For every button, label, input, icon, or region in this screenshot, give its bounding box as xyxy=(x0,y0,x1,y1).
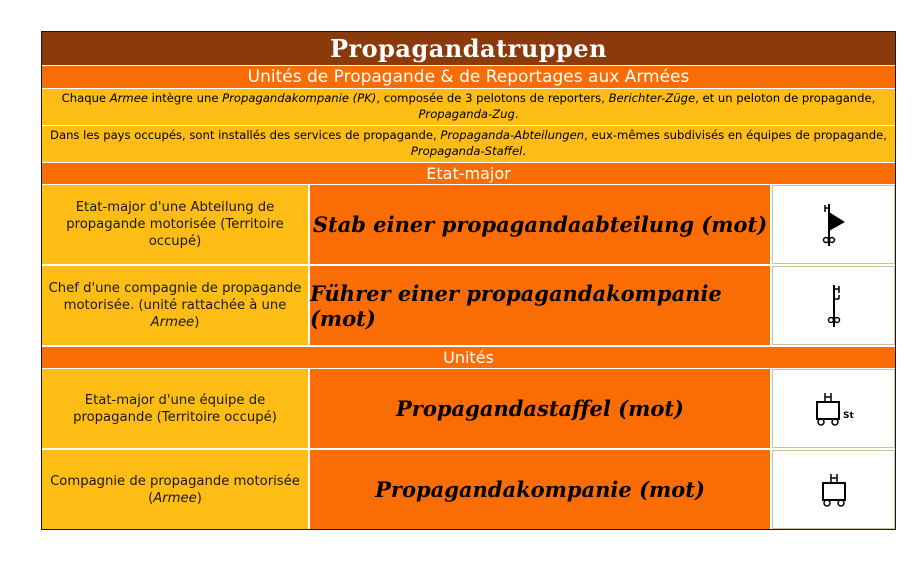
note-term: Berichter-Züge xyxy=(608,91,696,105)
section-header-etat-major: Etat-major xyxy=(42,163,895,185)
note-term: Propaganda-Zug xyxy=(418,106,515,121)
table-row xyxy=(42,185,895,266)
desc-text: Compagnie de propagande motorisée ( xyxy=(50,473,300,506)
desc-term: Armee xyxy=(153,490,197,506)
symbol-label: St xyxy=(842,410,854,421)
row-description: Etat-major d'une Abteilung de propagande motorisée (Territoire occupé) xyxy=(42,185,310,264)
table-row xyxy=(42,369,895,450)
note-text: , et un peloton de propagande, xyxy=(695,91,876,105)
row-symbol xyxy=(772,450,895,529)
table-row xyxy=(42,450,895,529)
note-text: . xyxy=(514,106,519,121)
note-text: , composée de 3 pelotons de reporters, xyxy=(376,91,609,105)
row-german-name: Stab einer propagandaabteilung (mot) xyxy=(310,185,772,264)
row-german-name: Propagandastaffel (mot) xyxy=(310,369,772,448)
desc-text: Chef d'une compagnie de propagande motorisée. (unité rattachée à une xyxy=(48,281,302,313)
propaganda-table xyxy=(41,31,896,530)
page-subtitle: Unités de Propagande & de Reportages aux Armées xyxy=(42,66,895,89)
pennant-flag-staff-icon xyxy=(819,202,849,248)
note-term: Armee xyxy=(109,91,148,105)
section-header-unites: Unités xyxy=(42,347,895,369)
desc-text: ) xyxy=(194,315,200,330)
small-flag-staff-icon xyxy=(822,283,846,329)
note-text: Dans les pays occupés, sont installés des services de propagande, xyxy=(50,128,441,142)
row-description: Etat-major d'une équipe de propagande (Territoire occupé) xyxy=(42,369,310,448)
note-text: intègre une xyxy=(148,91,223,105)
row-german-name: Propagandakompanie (mot) xyxy=(310,450,772,529)
row-symbol xyxy=(772,185,895,264)
desc-term: Armee xyxy=(150,315,195,330)
desc-text: ) xyxy=(196,490,202,506)
note-occupied xyxy=(42,126,895,163)
table-row xyxy=(42,266,895,347)
note-term: Propaganda-Staffel xyxy=(410,143,523,158)
row-german-name: Führer einer propagandakompanie (mot) xyxy=(310,266,772,345)
note-armee xyxy=(42,89,895,126)
note-text: Chaque xyxy=(61,91,110,105)
vehicle-icon xyxy=(809,389,859,429)
row-description xyxy=(42,266,310,345)
row-description xyxy=(42,450,310,529)
vehicle-icon xyxy=(814,470,854,510)
note-text: . xyxy=(522,143,527,158)
note-text: , eux-mêmes subdivisés en équipes de propagande, xyxy=(584,128,887,142)
row-symbol xyxy=(772,266,895,345)
note-term: Propaganda-Abteilungen xyxy=(440,128,585,142)
page-title: Propagandatruppen xyxy=(42,32,895,66)
note-term: Propagandakompanie (PK) xyxy=(222,91,377,105)
row-symbol xyxy=(772,369,895,448)
